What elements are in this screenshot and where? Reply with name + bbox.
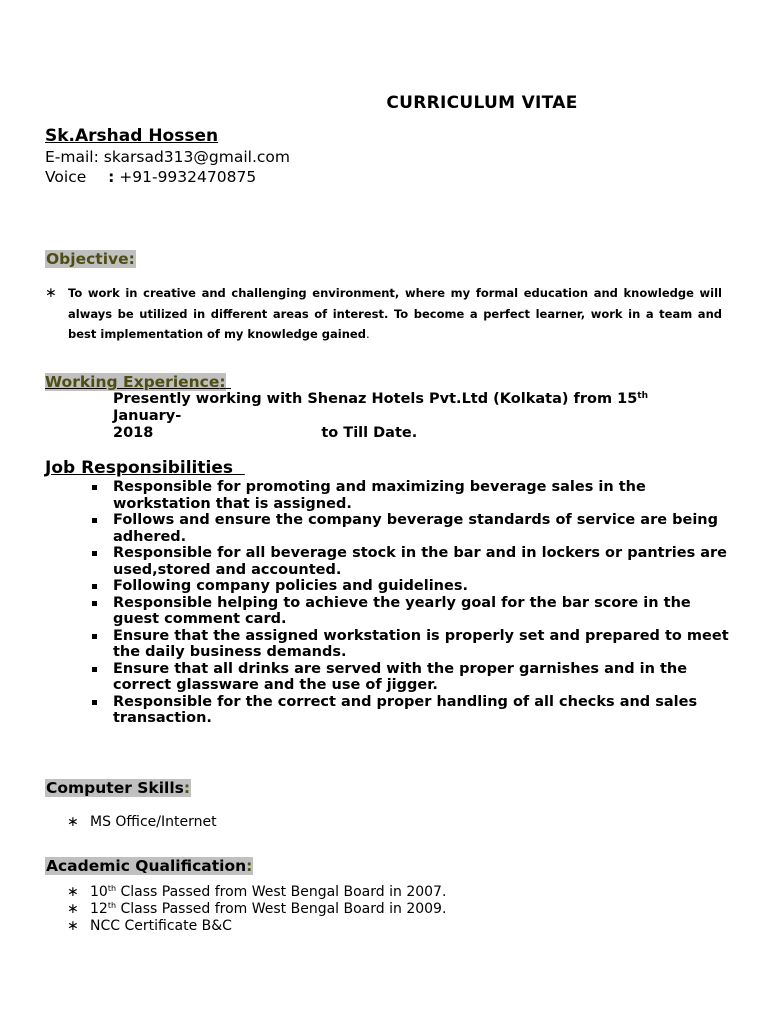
objective-text: To work in creative and challenging environment, where my formal education and knowledge will always be utilized in different areas of interest. To become a perfect learner, work in a team and best implementation of my knowledge gained. xyxy=(68,286,722,341)
list-item: Responsible for promoting and maximizing beverage sales in the workstation that is assigned. xyxy=(90,479,730,512)
asterisk-bullet-icon: ∗ xyxy=(67,884,79,900)
experience-text xyxy=(113,391,713,442)
objective-heading: Objective: xyxy=(46,250,135,268)
experience-heading: Working Experience: xyxy=(45,373,226,391)
square-bullet-icon xyxy=(92,634,97,639)
square-bullet-icon xyxy=(92,551,97,556)
list-item: ∗ 12th Class Passed from West Bengal Board in 2009. xyxy=(67,901,447,917)
objective-item xyxy=(45,283,722,345)
document-title: CURRICULUM VITAE xyxy=(386,93,578,113)
list-item: Following company policies and guidelines. xyxy=(90,578,730,595)
experience-line-1: Presently working with Shenaz Hotels Pvt.Ltd (Kolkata) from 15th January- xyxy=(113,391,648,424)
asterisk-bullet-icon: ∗ xyxy=(45,285,57,301)
list-item: Ensure that the assigned workstation is properly set and prepared to meet the daily business demands. xyxy=(90,628,730,661)
email-line: E-mail: skarsad313@gmail.com xyxy=(45,148,290,166)
square-bullet-icon xyxy=(92,584,97,589)
voice-number: +91-9932470875 xyxy=(119,168,257,186)
computer-skills-heading: Computer Skills: xyxy=(46,779,191,797)
list-item: Responsible for all beverage stock in the bar and in lockers or pantries are used,stored and accounted. xyxy=(90,545,730,578)
experience-line-2: 2018 to Till Date. xyxy=(113,425,418,441)
list-item: ∗ MS Office/Internet xyxy=(67,814,217,830)
square-bullet-icon xyxy=(92,518,97,523)
square-bullet-icon xyxy=(92,601,97,606)
list-item: ∗ NCC Certificate B&C xyxy=(67,918,232,934)
academic-list xyxy=(67,884,446,935)
list-item: Responsible helping to achieve the yearly goal for the bar score in the guest comment card. xyxy=(90,595,730,628)
list-item: Responsible for the correct and proper handling of all checks and sales transaction. xyxy=(90,694,730,727)
responsibilities-list xyxy=(90,479,730,727)
academic-heading: Academic Qualification: xyxy=(46,857,253,875)
responsibilities-heading: Job Responsibilities xyxy=(45,458,233,478)
voice-separator: : xyxy=(108,168,115,186)
candidate-name: Sk.Arshad Hossen xyxy=(45,126,219,146)
computer-skills-list xyxy=(67,814,217,831)
list-item: ∗ 10th Class Passed from West Bengal Board in 2007. xyxy=(67,884,447,900)
square-bullet-icon xyxy=(92,667,97,672)
square-bullet-icon xyxy=(92,485,97,490)
list-item: Ensure that all drinks are served with the proper garnishes and in the correct glassware and the use of jigger. xyxy=(90,661,730,694)
voice-label: Voice xyxy=(45,168,87,186)
asterisk-bullet-icon: ∗ xyxy=(67,918,79,934)
list-item: Follows and ensure the company beverage standards of service are being adhered. xyxy=(90,512,730,545)
asterisk-bullet-icon: ∗ xyxy=(67,814,79,830)
asterisk-bullet-icon: ∗ xyxy=(67,901,79,917)
voice-line xyxy=(45,168,256,186)
square-bullet-icon xyxy=(92,700,97,705)
